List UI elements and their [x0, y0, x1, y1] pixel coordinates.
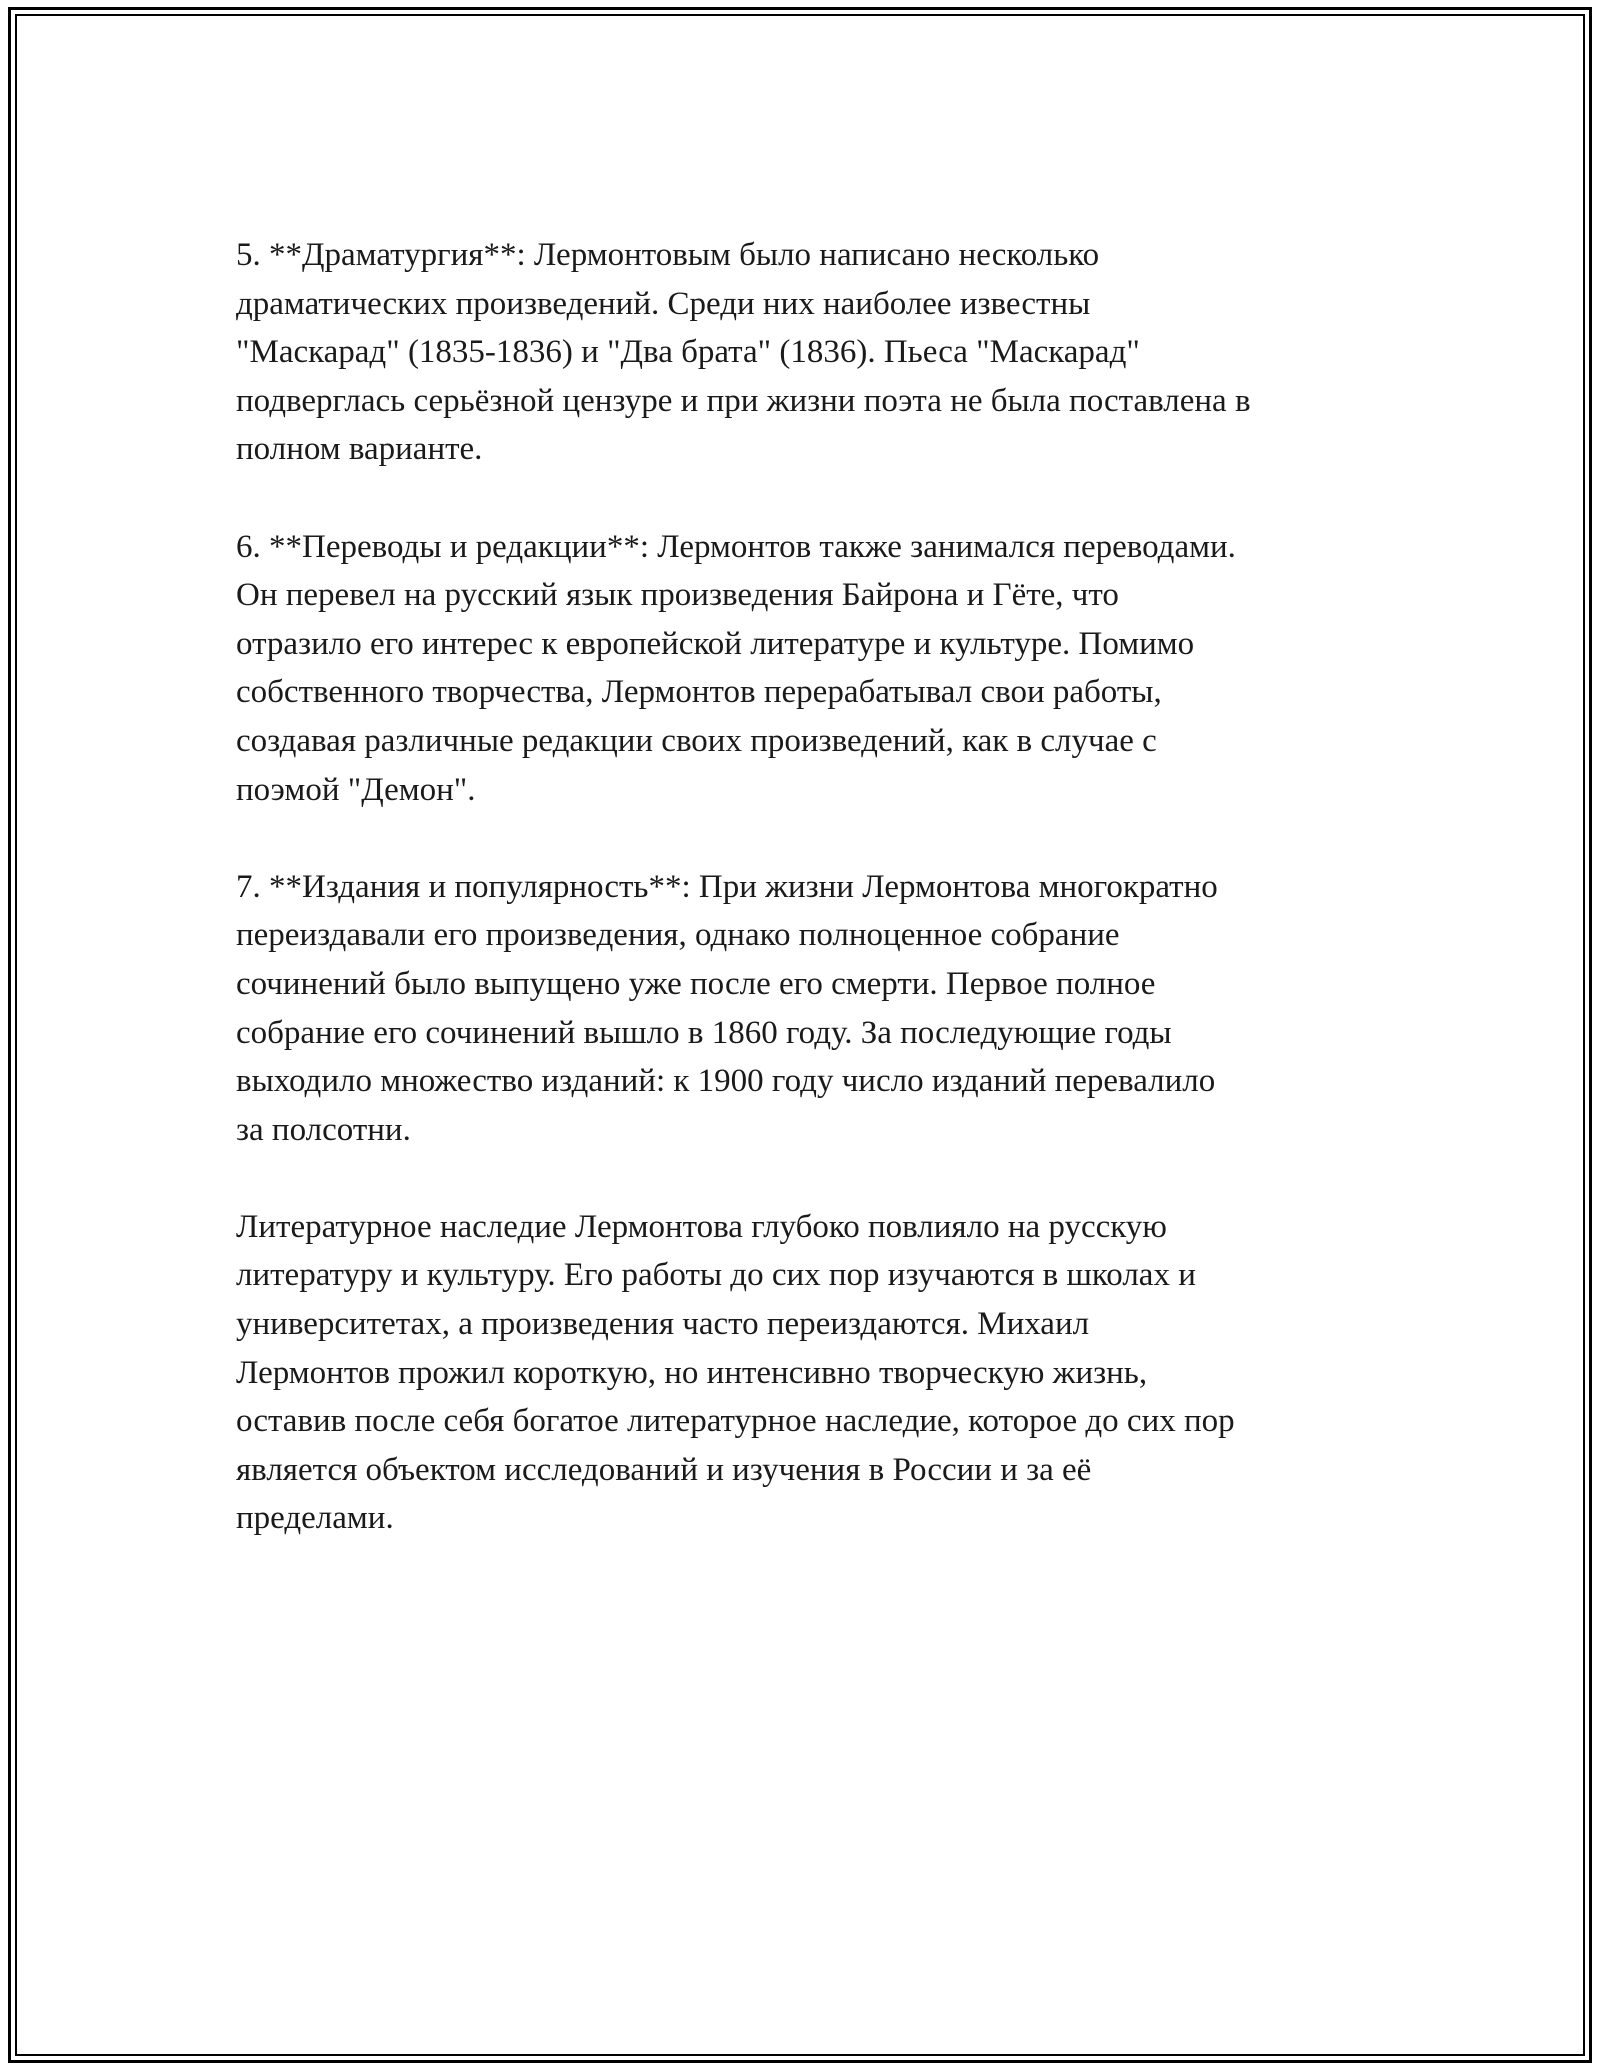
text-line: подверглась серьёзной цензуре и при жизни поэта не была поставлена в — [236, 382, 1251, 419]
text-line: отразило его интерес к европейской литературе и культуре. Помимо — [236, 625, 1195, 662]
text-line: "Маскарад" (1835-1836) и "Два брата" (1836). Пьеса "Маскарад" — [236, 334, 1140, 371]
text-line: Он перевел на русский язык произведения Байрона и Гёте, что — [236, 577, 1119, 614]
paragraph-translations — [236, 523, 1386, 815]
text-line: Литературное наследие Лермонтова глубоко повлияло на русскую — [236, 1208, 1167, 1245]
text-line: 7. **Издания и популярность**: При жизни Лермонтова многократно — [236, 868, 1218, 905]
text-line: сочинений было выпущено уже после его смерти. Первое полное — [236, 965, 1156, 1002]
text-line: поэмой "Демон". — [236, 771, 476, 808]
text-line: Лермонтов прожил короткую, но интенсивно творческую жизнь, — [236, 1354, 1148, 1391]
text-line: 6. **Переводы и редакции**: Лермонтов также занимался переводами. — [236, 528, 1236, 565]
text-line: переиздавали его произведения, однако полноценное собрание — [236, 917, 1120, 954]
document-body — [236, 231, 1386, 1592]
text-line: университетах, а произведения часто переиздаются. Михаил — [236, 1306, 1090, 1343]
text-line: является объектом исследований и изучения в России и за её — [236, 1451, 1092, 1488]
text-line: оставив после себя богатое литературное наследие, которое до сих пор — [236, 1403, 1235, 1440]
text-line: 5. **Драматургия**: Лермонтовым было написано несколько — [236, 237, 1100, 273]
paragraph-dramaturgy — [236, 231, 1386, 474]
text-line: собрание его сочинений вышло в 1860 году. За последующие годы — [236, 1014, 1172, 1051]
text-line: литературу и культуру. Его работы до сих пор изучаются в школах и — [236, 1257, 1196, 1294]
text-line: полном варианте. — [236, 431, 483, 468]
paragraph-editions — [236, 863, 1386, 1155]
text-line: драматических произведений. Среди них наиболее известны — [236, 285, 1091, 322]
text-line: за полсотни. — [236, 1111, 411, 1148]
paragraph-legacy — [236, 1203, 1386, 1543]
text-line: пределами. — [236, 1500, 394, 1537]
text-line: собственного творчества, Лермонтов перерабатывал свои работы, — [236, 674, 1162, 711]
text-line: создавая различные редакции своих произведений, как в случае с — [236, 722, 1157, 759]
text-line: выходило множество изданий: к 1900 году число изданий перевалило — [236, 1063, 1216, 1100]
